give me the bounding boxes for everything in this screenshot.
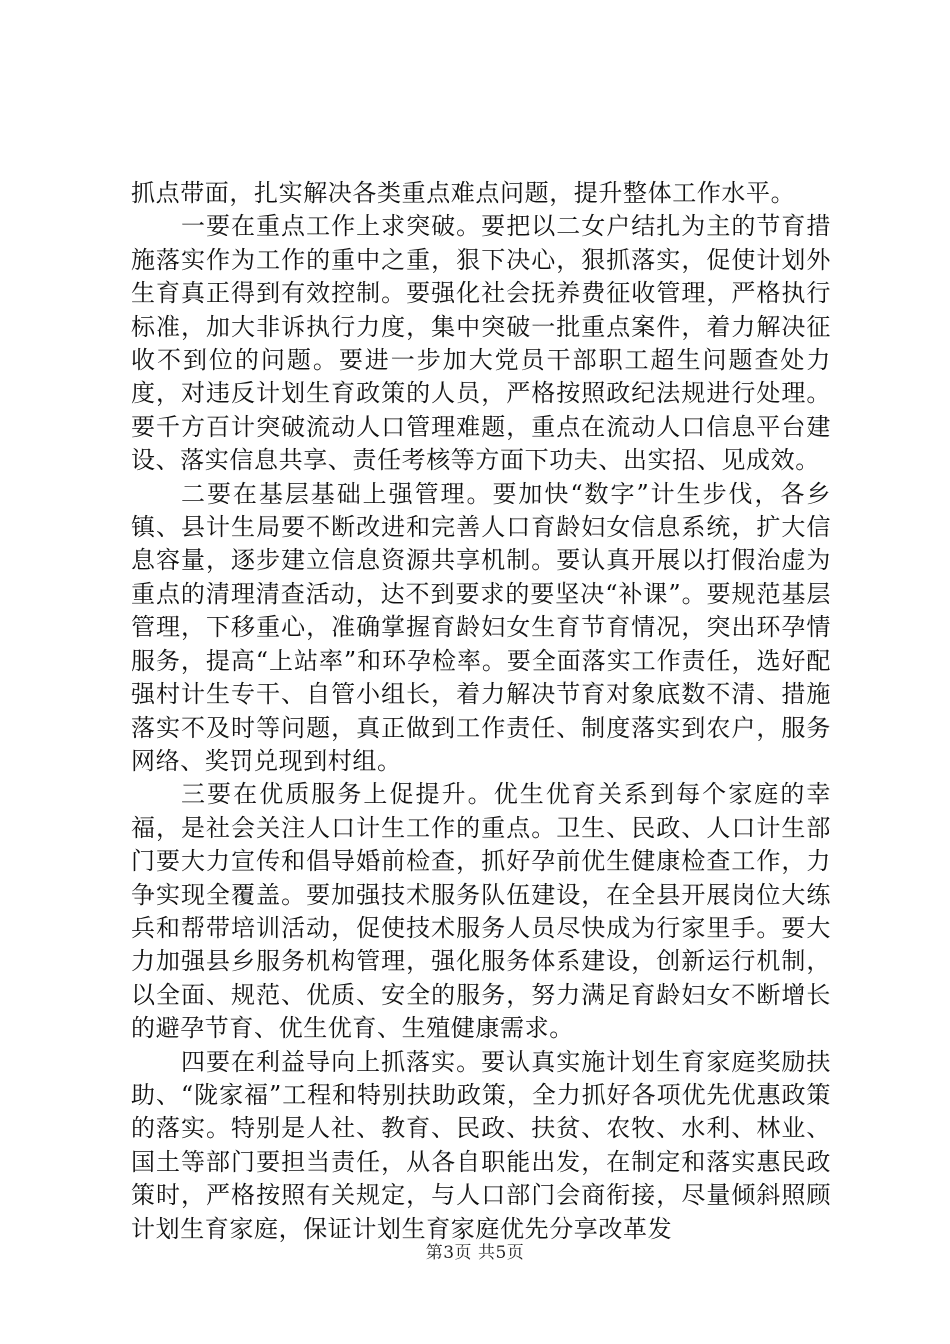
document-body: [131, 177, 831, 1246]
paragraph-benefit-guidance: 四要在利益导向上抓落实。要认真实施计划生育家庭奖励扶助、“陇家福”工程和特别扶助政策，全力抓好各项优先优惠政策的落实。特别是人社、教育、民政、扶贫、农牧、水利、林业、国土等部门要担当责任，从各自职能出发，在制定和落实惠民政策时，严格按照有关规定，与人口部门会商衔接，尽量倾斜照顾计划生育家庭，保证计划生育家庭优先分享改革发: [131, 1047, 831, 1243]
page-number: 第3页: [425, 1243, 473, 1263]
page-footer: [0, 1238, 950, 1263]
paragraph-grassroots-management: 二要在基层基础上强管理。要加快“数字”计生步伐，各乡镇、县计生局要不断改进和完善人口育龄妇女信息系统，扩大信息容量，逐步建立信息资源共享机制。要认真开展以打假治虚为重点的清理清查活动，达不到要求的要坚决“补课”。要规范基层管理，下移重心，准确掌握育龄妇女生育节育情况，突出环孕情服务，提高“上站率”和环孕检率。要全面落实工作责任，选好配强村计生专干、自管小组长，着力解决节育对象底数不清、措施落实不及时等问题，真正做到工作责任、制度落实到农户，服务网络、奖罚兑现到村组。: [131, 479, 831, 775]
paragraph-quality-service: 三要在优质服务上促提升。优生优育关系到每个家庭的幸福，是社会关注人口计生工作的重点。卫生、民政、人口计生部门要大力宣传和倡导婚前检查，抓好孕前优生健康检查工作，力争实现全覆盖。要加强技术服务队伍建设，在全县开展岗位大练兵和帮带培训活动，促使技术服务人员尽快成为行家里手。要大力加强县乡服务机构管理，强化服务体系建设，创新运行机制，以全面、规范、优质、安全的服务，努力满足育龄妇女不断增长的避孕节育、优生优育、生殖健康需求。: [131, 780, 831, 1043]
paragraph-key-work: 一要在重点工作上求突破。要把以二女户结扎为主的节育措施落实作为工作的重中之重，狠下决心，狠抓落实，促使计划外生育真正得到有效控制。要强化社会抚养费征收管理，严格执行标准，加大非诉执行力度，集中突破一批重点案件，着力解决征收不到位的问题。要进一步加大党员干部职工超生问题查处力度，对违反计划生育政策的人员，严格按照政纪法规进行处理。要千方百计突破流动人口管理难题，重点在流动人口信息平台建设、落实信息共享、责任考核等方面下功夫、出实招、见成效。: [131, 212, 831, 475]
paragraph-continuation: 抓点带面，扎实解决各类重点难点问题，提升整体工作水平。: [131, 179, 796, 207]
page-total: 共5页: [477, 1243, 525, 1263]
